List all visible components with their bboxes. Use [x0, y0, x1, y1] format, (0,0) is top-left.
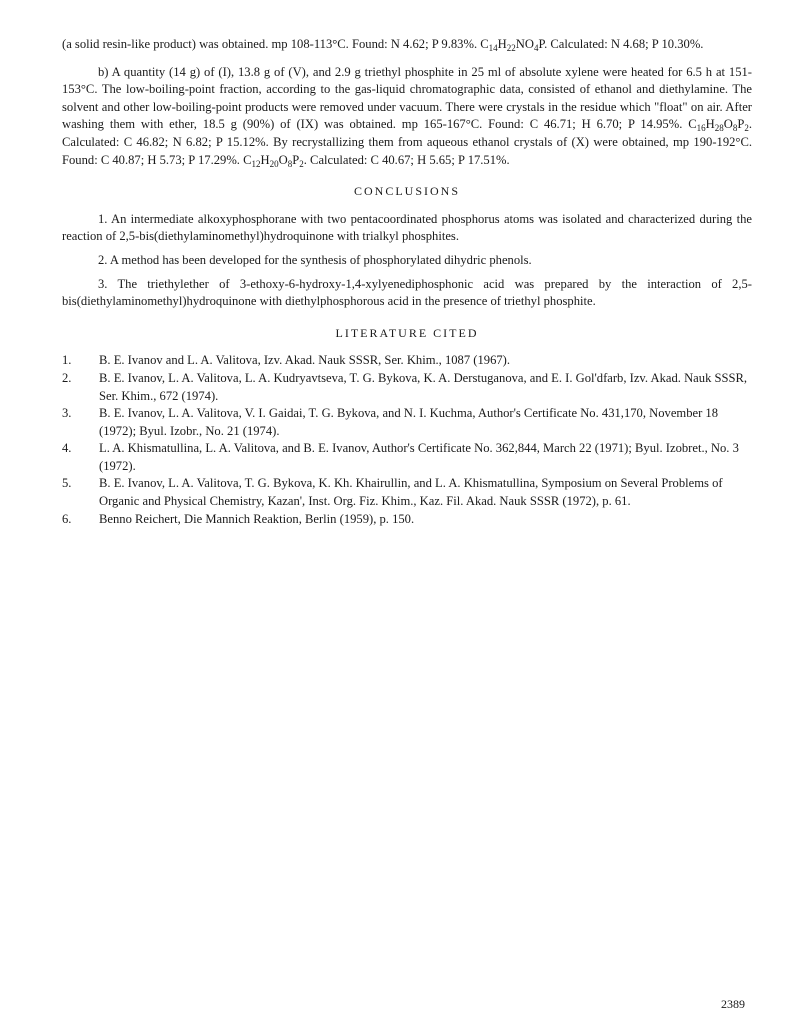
formula-subscript: 14 — [488, 43, 498, 53]
reference-number: 1. — [62, 353, 72, 368]
reference-text: B. E. Ivanov and L. A. Valitova, Izv. Akad. Nauk SSSR, Ser. Khim., 1087 (1967). — [99, 353, 511, 368]
formula-subscript: 20 — [269, 158, 279, 169]
para-b-text: . Calculated: C 40.67; H 5.65; P 17.51%. — [303, 152, 510, 167]
formula-subscript: 8 — [287, 158, 293, 169]
formula-element: O — [278, 152, 288, 167]
formula-subscript: 4 — [533, 43, 539, 53]
paragraph-b — [62, 64, 752, 170]
reference-text: L. A. Khismatullina, L. A. Valitova, and B. E. Ivanov, Author's Certificate No. 362,844, March 22 (1971); Byul. Izobret., No. 3 (1972). — [99, 441, 739, 473]
reference-number: 2. — [62, 370, 72, 385]
paragraph-a-continuation — [62, 36, 752, 54]
document-page — [62, 36, 752, 528]
formula-element: H — [497, 37, 507, 51]
reference-text: Benno Reichert, Die Mannich Reaktion, Berlin (1959), p. 150. — [99, 511, 415, 526]
reference-item — [62, 511, 752, 529]
reference-item — [62, 370, 752, 405]
reference-item — [62, 352, 752, 370]
reference-item — [62, 440, 752, 475]
formula-subscript: 28 — [714, 123, 724, 134]
formula-subscript: 8 — [732, 123, 738, 134]
conclusion-item: 1. An intermediate alkoxyphosphorane with two pentacoordinated phosphorus atoms was isolated and characterized during the reaction of 2,5-bis(diethylaminomethyl)hydroquinone with trialkyl phosphites. — [62, 211, 752, 244]
reference-item — [62, 405, 752, 440]
formula-element: NO — [515, 37, 534, 51]
literature-heading: LITERATURE CITED — [335, 325, 479, 340]
reference-text: B. E. Ivanov, L. A. Valitova, T. G. Bykova, K. Kh. Khairullin, and L. A. Khismatullina, Symposium on Several Problems of Organic and Physical Chemistry, Kazan', Inst. Org. Fiz. Khim., Kaz. Fil. Akad. Nauk SSSR (1972), p. 61. — [99, 476, 723, 509]
formula-element: H — [260, 152, 270, 167]
para-a-text: P. Calculated: N 4.68; P 10.30%. — [538, 37, 704, 51]
conclusions-list — [62, 211, 752, 311]
conclusion-item: 3. The triethylether of 3-ethoxy-6-hydroxy-1,4-xylyenediphosphonic acid was prepared by the interaction of 2,5-bis(diethylaminomethyl)hydroquinone with diethylphosphorous acid in the presence of triethyl phosphite. — [62, 276, 752, 309]
conclusion-item: 2. A method has been developed for the synthesis of phosphorylated dihydric phenols. — [98, 252, 532, 267]
formula-subscript: 2 — [744, 123, 749, 134]
reference-number: 5. — [62, 476, 72, 491]
formula-element: P — [737, 117, 745, 132]
reference-item — [62, 475, 752, 510]
reference-number: 3. — [62, 406, 72, 421]
formula-subscript: 2 — [299, 158, 304, 169]
para-b-text: . Calculated: C 46.82; N 6.82; P 15.12%. By recrystallizing them from aqueous ethanol crystals of (X) were obtained, mp 190-192°C. Found: C 40.87; H 5.73; P 17.29%. C — [62, 117, 752, 167]
formula-element: P — [292, 152, 300, 167]
page-number: 2389 — [721, 997, 745, 1011]
reference-number: 4. — [62, 441, 72, 456]
formula-subscript: 12 — [251, 158, 261, 169]
reference-list — [62, 352, 752, 528]
formula-element: H — [705, 117, 715, 132]
formula-subscript: 22 — [506, 43, 516, 53]
reference-text: B. E. Ivanov, L. A. Valitova, V. I. Gaidai, T. G. Bykova, and N. I. Kuchma, Author's Certificate No. 431,170, November 18 (1972); Byul. Izobr., No. 21 (1974). — [99, 406, 719, 438]
conclusions-heading: CONCLUSIONS — [353, 184, 460, 199]
reference-number: 6. — [62, 511, 72, 526]
formula-subscript: 16 — [696, 123, 706, 134]
para-b-text: b) A quantity (14 g) of (I), 13.8 g of (V), and 2.9 g triethyl phosphite in 25 ml of absolute xylene were heated for 6.5 h at 151-153°C. The low-boiling-point fraction, according to the gas-liquid chromatographic data, consisted of ethanol and diethylamine. The solvent and other low-boiling-point products were removed under vacuum. There were crystals in the residue which "float" on air. After washing them with ether, 18.5 g (90%) of (IX) was obtained. mp 165-167°C. Found: C 46.71; H 6.70; P 14.95%. C — [62, 64, 752, 132]
reference-text: B. E. Ivanov, L. A. Valitova, L. A. Kudryavtseva, T. G. Bykova, K. A. Derstuganova, and E. I. Gol'dfarb, Izv. Akad. Nauk SSSR, Ser. Khim., 672 (1974). — [99, 370, 748, 403]
formula-element: O — [723, 117, 733, 132]
para-a-text: (a solid resin-like product) was obtained. mp 108-113°C. Found: N 4.62; P 9.83%. C — [62, 37, 489, 51]
